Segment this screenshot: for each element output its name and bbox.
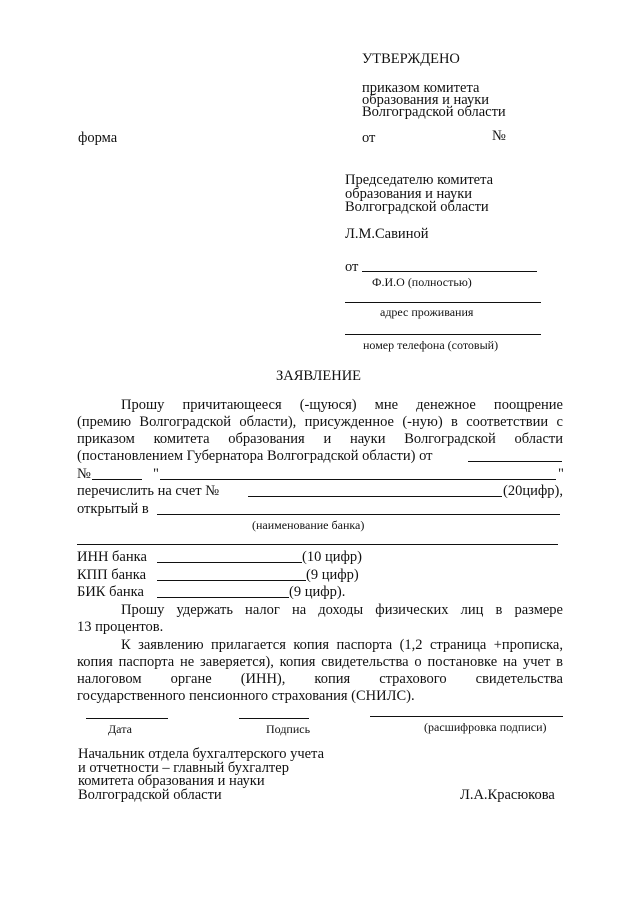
date-line [86, 718, 168, 719]
approval-title: УТВЕРЖДЕНО [362, 51, 460, 67]
quote-open: " [153, 466, 159, 482]
signature-line [239, 718, 309, 719]
attachments-line-4: государственного пенсионного страхования (СНИЛС). [77, 688, 415, 704]
signature-caption: Подпись [266, 722, 311, 736]
bank-name-line-2 [77, 544, 558, 545]
inn-label: ИНН банка [77, 549, 147, 565]
transfer-suffix: (20цифр), [503, 483, 563, 499]
transfer-prefix: перечислить на счет № [77, 483, 220, 499]
form-label: форма [78, 130, 118, 146]
p1-line-1: Прошу причитающееся (-щуюся) мне денежное поощрение [121, 397, 563, 413]
attachments-line-1: К заявлению прилагается копия паспорта (1,2 страница +прописка, [121, 637, 563, 653]
p1-line-4: (постановлением Губернатора Волгоградской области) от [77, 448, 433, 464]
address-line [345, 302, 541, 303]
footer-name: Л.А.Красюкова [460, 787, 555, 803]
attachments-line-2: копия паспорта не заверяется), копия свидетельства о постановке на учет в [77, 654, 563, 670]
tax-line-2: 13 процентов. [77, 619, 164, 635]
decoding-caption: (расшифровка подписи) [424, 720, 547, 734]
order-number-line [92, 479, 142, 480]
approval-from: от [362, 130, 376, 146]
quote-close: " [558, 466, 564, 482]
address-caption: адрес проживания [380, 305, 474, 319]
inn-hint: (10 цифр) [302, 549, 362, 565]
addressee-line-1: Председателю комитета [345, 172, 494, 188]
kpp-line [157, 580, 306, 581]
approval-number: № [492, 128, 506, 144]
bik-line [157, 597, 289, 598]
phone-line [345, 334, 541, 335]
p1-line-3: приказом комитета образования и науки Волгоградской области [77, 431, 563, 447]
bank-name-line [157, 514, 560, 515]
footer-line-1: Начальник отдела бухгалтерского учета [78, 746, 325, 762]
addressee-name: Л.М.Савиной [345, 226, 429, 242]
footer-line-3: комитета образования и науки [78, 773, 265, 789]
date-caption: Дата [108, 722, 132, 736]
fio-line [362, 271, 537, 272]
footer-line-2: и отчетности – главный бухгалтер [78, 760, 289, 776]
approval-line-1: приказом комитета [362, 80, 480, 96]
addressee-line-2: образования и науки [345, 186, 473, 202]
order-name-line [160, 479, 556, 480]
date-from-line [468, 461, 562, 462]
phone-caption: номер телефона (сотовый) [363, 338, 499, 352]
addressee-line-3: Волгоградской области [345, 199, 489, 215]
applicant-from: от [345, 259, 359, 275]
footer-line-4: Волгоградской области [78, 787, 222, 803]
p1-line-2: (премию Волгоградской области), присужденное (-ную) в соответствии с [77, 414, 563, 430]
attachments-line-3: налоговом органе (ИНН), копия страхового свидетельства [77, 671, 563, 687]
opened-in: открытый в [77, 501, 149, 517]
bik-hint: (9 цифр). [289, 584, 346, 600]
fio-caption: Ф.И.О (полностью) [372, 275, 472, 289]
tax-line-1: Прошу удержать налог на доходы физических лиц в размере [121, 602, 563, 618]
decoding-line [370, 716, 563, 717]
account-line [248, 496, 502, 497]
kpp-label: КПП банка [77, 567, 147, 583]
bik-label: БИК банка [77, 584, 144, 600]
document-heading: ЗАЯВЛЕНИЕ [276, 368, 362, 384]
bank-name-caption: (наименование банка) [252, 518, 365, 532]
kpp-hint: (9 цифр) [306, 567, 359, 583]
inn-line [157, 562, 302, 563]
approval-line-3: Волгоградской области [362, 104, 506, 120]
num-sign: № [77, 466, 91, 482]
approval-line-2: образования и науки [362, 92, 490, 108]
